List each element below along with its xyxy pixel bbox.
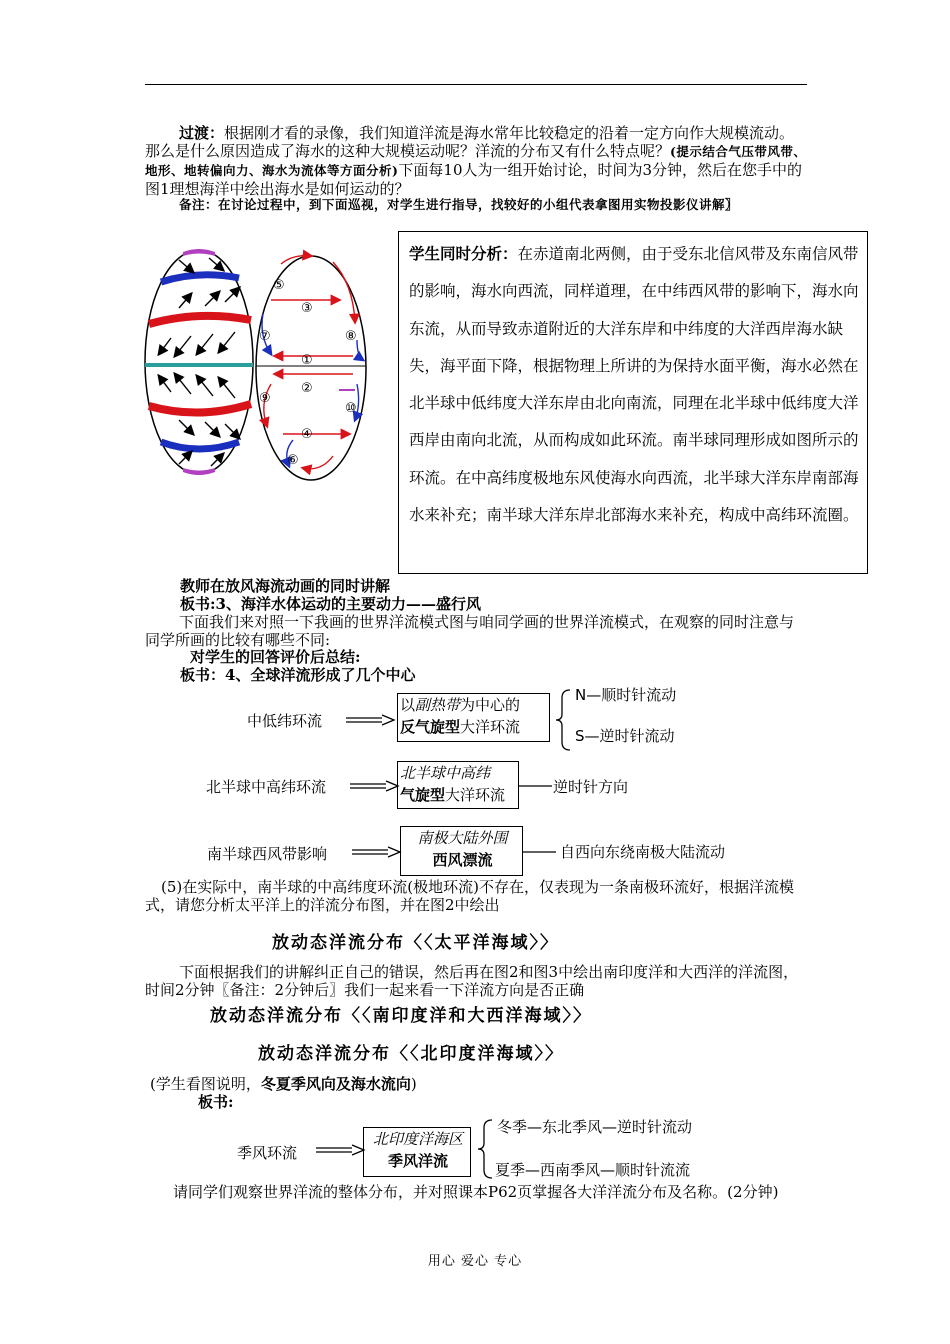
current-num-4: ④ <box>301 427 313 442</box>
chart1-brace <box>556 688 572 752</box>
intro-text2: 下面每10人为一组开始讨论，时间为3分钟，然后在您手中的图1理想海洋中绘出海水是如何运动的？ <box>145 161 803 198</box>
row3-box-a: 南极大陆外围 <box>417 829 508 847</box>
current-num-1: ① <box>301 353 313 368</box>
section2-summary: 对学生的回答评价后总结: <box>190 648 361 666</box>
row1-label: 中低纬环流 <box>247 712 323 730</box>
row3-label: 南半球西风带影响 <box>207 845 328 863</box>
row3-box-b: 西风漂流 <box>432 851 493 869</box>
page-footer: 用心 爱心 专心 <box>427 1254 523 1269</box>
intro-hint: (提示结合气压带风带、地形、地转偏向力、海水为流体等方面分析) <box>145 144 807 178</box>
row2-box-a: 北半球中高纬 <box>400 764 491 782</box>
chart2-box-a: 北印度洋海区 <box>372 1130 463 1148</box>
row1-box <box>397 693 550 742</box>
heading-north-indian: 放动态洋流分布〈〈北印度洋海域〉〉 <box>258 1044 564 1064</box>
ideal-ocean-diagram <box>143 244 368 482</box>
row3-right: 自西向东绕南极大陆流动 <box>560 843 726 861</box>
section2-line1: 教师在放风海流动画的同时讲解 <box>180 577 391 595</box>
current-num-8: ⑧ <box>345 329 357 344</box>
student-analysis-box <box>398 231 868 574</box>
row2-rest: 大洋环流 <box>445 786 506 804</box>
section2-para: 下面我们来对照一下我画的世界洋流模式图与咱同学画的世界洋流模式，在观察的同时注意与同学所画的比较有哪些不同: <box>145 613 795 649</box>
intro-paragraph <box>145 124 807 198</box>
chart2-box-b: 季风洋流 <box>387 1152 448 1170</box>
chart2-brace <box>478 1118 494 1180</box>
current-num-6: ⑥ <box>287 453 299 468</box>
intro-text1: 根据刚才看的录像，我们知道洋流是海水常年比较稳定的沿着一定方向作大规模流动。那么是什么原因造成了海水的这种大规模运动呢？洋流的分布又有什么特点呢？ <box>145 124 795 160</box>
row2-bold: 气旋型 <box>400 786 446 804</box>
row1-italic: 副热带 <box>415 696 461 714</box>
p3-pre: (学生看图说明， <box>150 1075 261 1093</box>
heading-indian-atlantic: 放动态洋流分布〈〈南印度洋和大西洋海域〉〉 <box>210 1006 592 1026</box>
section2-board4: 板书：4、全球洋流形成了几个中心 <box>180 666 416 684</box>
row1-pre: 以 <box>400 696 416 714</box>
section2-board3: 板书:3、海洋水体运动的主要动力——盛行风 <box>180 595 481 613</box>
analysis-title: 学生同时分析： <box>409 245 518 263</box>
row1-south: S—逆时针流动 <box>575 727 675 745</box>
row1-post: 为中心的 <box>460 696 521 714</box>
header-rule <box>145 84 807 85</box>
current-num-5: ⑤ <box>273 278 285 293</box>
row2-label: 北半球中高纬环流 <box>206 778 327 796</box>
current-num-2: ② <box>301 381 313 396</box>
row1-bold: 反气旋型 <box>400 718 461 736</box>
p3-post: ) <box>410 1075 417 1093</box>
section3-para2: 下面根据我们的讲解纠正自己的错误，然后再在图2和图3中绘出南印度洋和大西洋的洋流图，时间2分钟〖备注：2分钟后〗我们一起来看一下洋流方向是否正确 <box>145 963 799 999</box>
chart2-label: 季风环流 <box>237 1144 298 1162</box>
closing-para: 请同学们观察世界洋流的整体分布，并对照课本P62页掌握各大洋洋流分布及名称。(2分钟) <box>173 1183 779 1201</box>
section3-para1: (5)在实际中，南半球的中高纬度环流(极地环流)不存在，仅表现为一条南极环流好，根据洋流模式，请您分析太平洋上的洋流分布图，并在图2中绘出 <box>145 878 794 914</box>
row2-box <box>397 761 519 809</box>
current-num-10: ⑩ <box>345 401 357 416</box>
intro-remark: 备注：在讨论过程中，到下面巡视，对学生进行指导，找较好的小组代表拿图用实物投影仪讲解〗 <box>179 197 739 212</box>
chart2-summer: 夏季—西南季风—顺时针流流 <box>495 1161 691 1179</box>
row1-rest: 大洋环流 <box>460 718 521 736</box>
heading-pacific: 放动态洋流分布〈〈太平洋海域〉〉 <box>272 933 559 953</box>
row1-north: N—顺时针流动 <box>575 686 677 704</box>
chart2-box <box>363 1127 471 1177</box>
section3-board: 板书: <box>198 1093 234 1111</box>
current-num-7: ⑦ <box>259 329 271 344</box>
analysis-body: 在赤道南北两侧，由于受东北信风带及东南信风带的影响，海水向西流，同样道理，在中纬西风带的影响下，海水向东流，从而导致赤道附近的大洋东岸和中纬度的大洋西岸海水缺失，海平面下降，根据物理上所讲的为保持水面平衡，海水必然在北半球中低纬度大洋东岸由北向南流，同理在北半球中低纬度大洋西岸由南向北流，从而构成如此环流。南半球同理形成如图所示的环流。在中高纬度极地东风使海水向西流，北半球大洋东岸南部海水来补充；南半球大洋东岸北部海水来补充，构成中高纬环流圈。 <box>409 245 859 525</box>
p3-bold: 冬夏季风向及海水流向 <box>260 1075 411 1093</box>
row3-box <box>400 826 523 876</box>
chart2-winter: 冬季—东北季风—逆时针流动 <box>497 1118 693 1136</box>
row2-right: 逆时针方向 <box>553 778 629 796</box>
intro-lead: 过渡： <box>179 124 225 142</box>
section3-para3 <box>150 1075 417 1093</box>
current-num-9: ⑨ <box>259 391 271 406</box>
current-num-3: ③ <box>301 301 313 316</box>
